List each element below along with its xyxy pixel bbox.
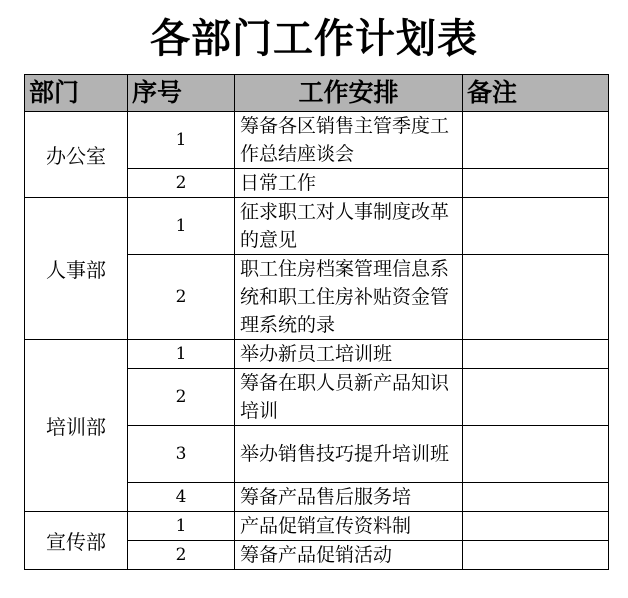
seq-cell[interactable]: 1 [128,198,235,255]
note-cell[interactable] [463,483,609,512]
dept-cell[interactable]: 办公室 [25,112,128,198]
page-title: 各部门工作计划表 [150,16,478,62]
task-cell[interactable]: 产品促销宣传资料制 [235,512,463,541]
task-cell[interactable]: 筹备产品促销活动 [235,541,463,570]
header-note[interactable]: 备注 [463,75,609,112]
seq-cell[interactable]: 2 [128,255,235,340]
note-cell[interactable] [463,512,609,541]
note-cell[interactable] [463,169,609,198]
seq-cell[interactable]: 2 [128,541,235,570]
table-row [25,112,609,169]
note-cell[interactable] [463,369,609,426]
seq-cell[interactable]: 1 [128,112,235,169]
seq-cell[interactable]: 2 [128,169,235,198]
seq-cell[interactable]: 1 [128,512,235,541]
table-row [25,512,609,541]
note-cell[interactable] [463,198,609,255]
dept-cell[interactable]: 宣传部 [25,512,128,570]
note-cell[interactable] [463,426,609,483]
task-cell[interactable]: 职工住房档案管理信息系统和职工住房补贴资金管理系统的录 [235,255,463,340]
task-cell[interactable]: 举办新员工培训班 [235,340,463,369]
header-dept[interactable]: 部门 [25,75,128,112]
table-row [25,198,609,255]
task-cell[interactable]: 举办销售技巧提升培训班 [235,426,463,483]
note-cell[interactable] [463,112,609,169]
task-cell[interactable]: 筹备产品售后服务培 [235,483,463,512]
note-cell[interactable] [463,255,609,340]
seq-cell[interactable]: 1 [128,340,235,369]
seq-cell[interactable]: 2 [128,369,235,426]
seq-cell[interactable]: 4 [128,483,235,512]
header-seq[interactable]: 序号 [128,75,235,112]
work-plan-table [24,74,609,570]
dept-cell[interactable]: 人事部 [25,198,128,340]
table-row [25,340,609,369]
task-cell[interactable]: 筹备在职人员新产品知识培训 [235,369,463,426]
header-task[interactable]: 工作安排 [235,75,463,112]
dept-cell[interactable]: 培训部 [25,340,128,512]
seq-cell[interactable]: 3 [128,426,235,483]
task-cell[interactable]: 筹备各区销售主管季度工作总结座谈会 [235,112,463,169]
task-cell[interactable]: 日常工作 [235,169,463,198]
task-cell[interactable]: 征求职工对人事制度改革的意见 [235,198,463,255]
note-cell[interactable] [463,541,609,570]
header-row [25,75,609,112]
note-cell[interactable] [463,340,609,369]
